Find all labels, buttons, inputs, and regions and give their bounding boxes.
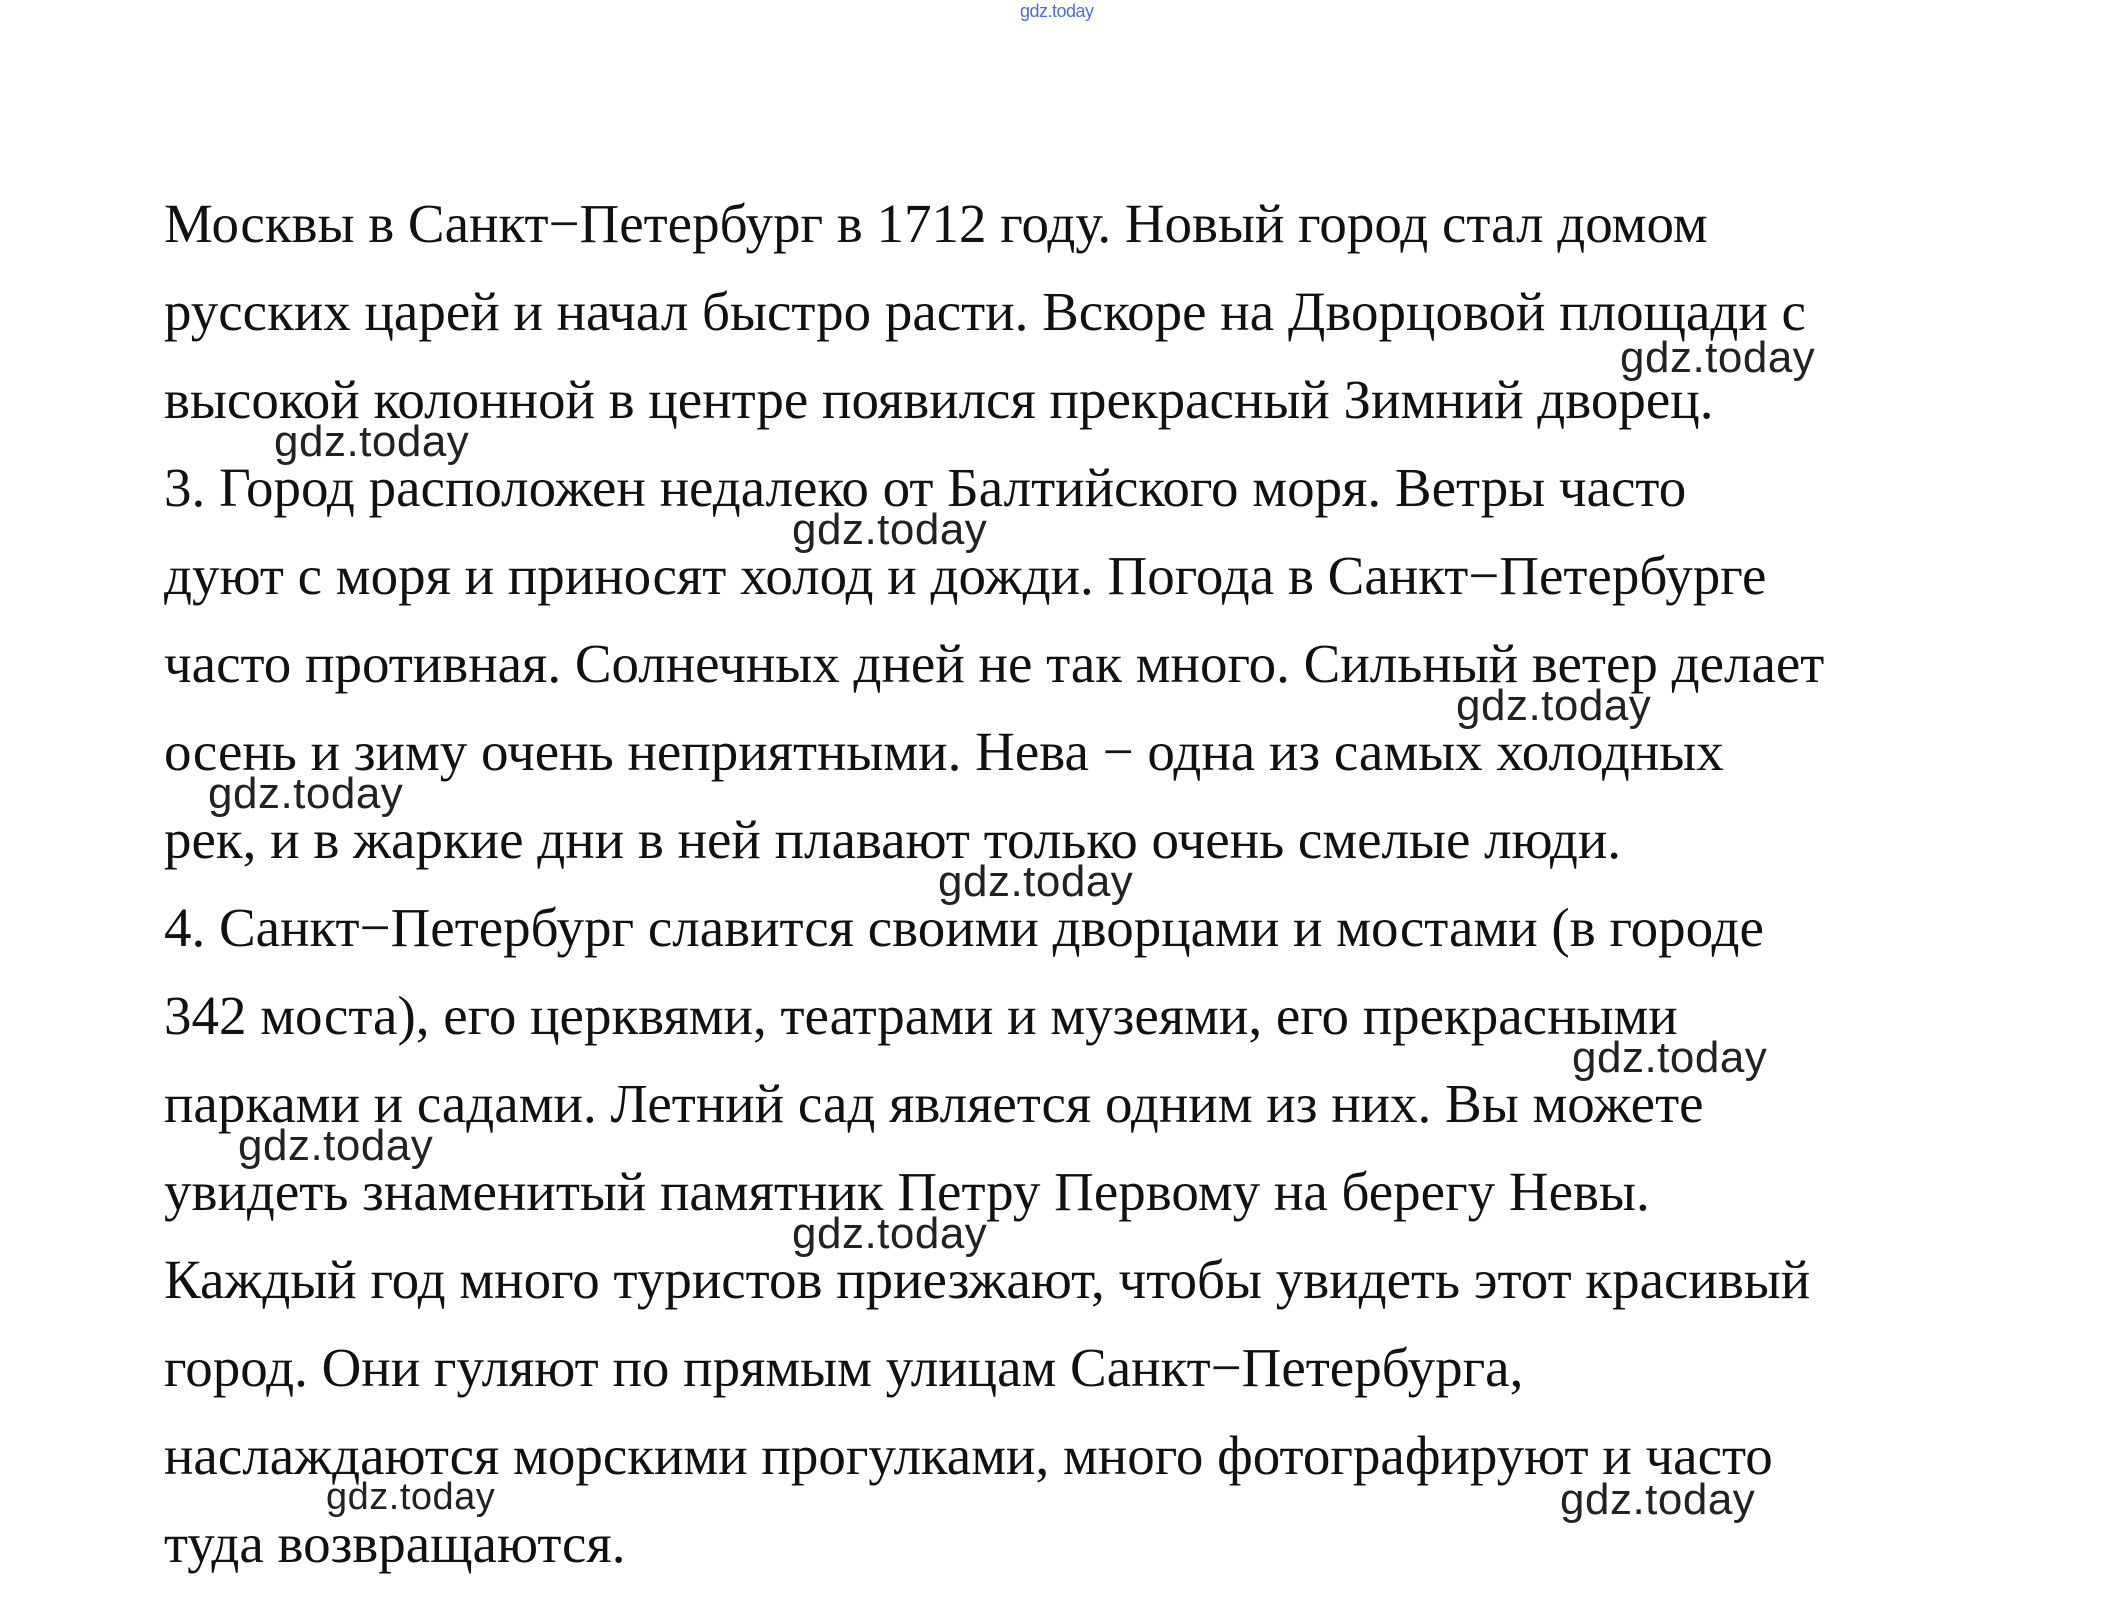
watermark: gdz.today [208,769,404,818]
text-line: Каждый год много туристов приезжают, чтобы увидеть этот красивый [164,1249,1811,1310]
text-line: Москвы в Санкт−Петербург в 1712 году. Новый город стал домом [164,193,1708,254]
watermark: gdz.today [938,857,1134,906]
text-line: город. Они гуляют по прямым улицам Санкт−Петербурга, [164,1337,1524,1398]
text-line: русских царей и начал быстро расти. Вскоре на Дворцовой площади с [164,281,1806,342]
watermark: gdz.today [238,1121,434,1170]
watermark: gdz.today [326,1476,496,1518]
header-watermark: gdz.today [1020,1,1094,21]
text-line: осень и зиму очень неприятными. Нева − одна из самых холодных [164,721,1724,782]
watermark: gdz.today [1560,1475,1756,1524]
text-line: 342 моста), его церквями, театрами и музеями, его прекрасными [164,985,1678,1046]
text-line: наслаждаются морскими прогулками, много фотографируют и часто [164,1425,1773,1486]
watermark: gdz.today [1620,333,1816,382]
text-line: 4. Санкт−Петербург славится своими дворцами и мостами (в городе [164,897,1764,958]
watermark: gdz.today [274,417,470,466]
text-line: часто противная. Солнечных дней не так много. Сильный ветер делает [164,633,1825,694]
watermark: gdz.today [1572,1033,1768,1082]
text-line: высокой колонной в центре появился прекрасный Зимний дворец. [164,369,1714,430]
watermark: gdz.today [792,1209,988,1258]
text-line: дуют с моря и приносят холод и дожди. Погода в Санкт−Петербурге [164,545,1767,606]
text-line: увидеть знаменитый памятник Петру Первому на берегу Невы. [164,1161,1650,1222]
watermark: gdz.today [1456,681,1652,730]
watermark: gdz.today [792,505,988,554]
text-line: парками и садами. Летний сад является одним из них. Вы можете [164,1073,1704,1134]
text-line: 3. Город расположен недалеко от Балтийского моря. Ветры часто [164,457,1687,518]
text-line: рек, и в жаркие дни в ней плавают только очень смелые люди. [164,809,1622,870]
text-line: туда возвращаются. [164,1513,626,1574]
